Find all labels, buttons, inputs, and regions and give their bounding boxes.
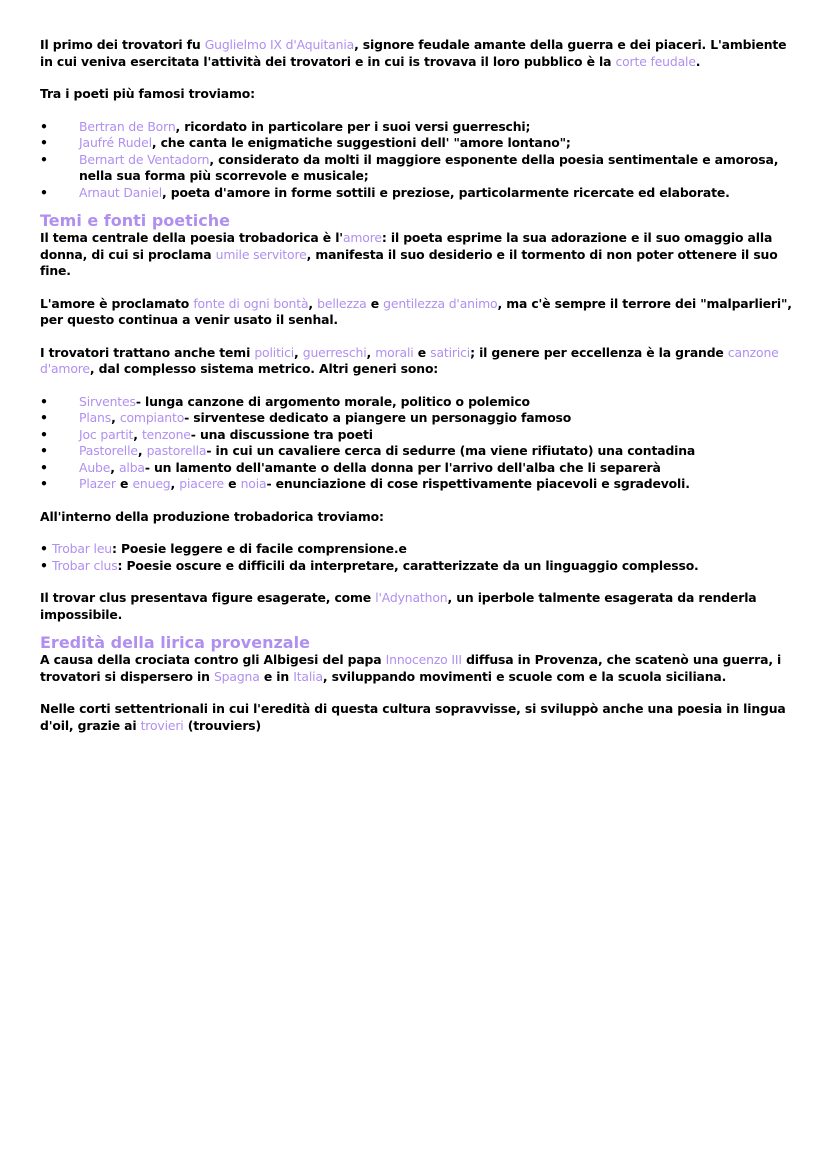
trobar-intro: All'interno della produzione trobadorica troviamo: bbox=[40, 508, 384, 524]
intro-paragraph: Il primo dei trovatori fu Guglielmo IX d'Aquitania, signore feudale amante della guerra e dei piaceri. L'ambiente in cui veniva esercitata l'attività dei trovatori e in cui is trovava il loro pubblico è la corte feudale. bbox=[40, 37, 787, 69]
list-item: • Bernart de Ventadorn, considerato da molti il maggiore esponente della poesia sentimentale e amorosa, nella sua forma più scorrevole e musicale; bbox=[40, 151, 779, 183]
list-item: • Pastorelle, pastorella- in cui un cavaliere cerca di sedurre (ma viene rifiutato) una contadina bbox=[40, 443, 696, 458]
section-heading-legacy: Eredità della lirica provenzale bbox=[40, 633, 310, 652]
list-item: • Aube, alba- un lamento dell'amante o della donna per l'arrivo dell'alba che li separerà bbox=[40, 459, 661, 475]
list-item: • Sirventes- lunga canzone di argomento morale, politico o polemico bbox=[40, 393, 530, 409]
themes-paragraph: Il tema centrale della poesia trobadorica è l'amore: il poeta esprime la sua adorazione e il suo omaggio alla donna, di cui si proclama umile servitore, manifesta il suo desiderio e il tormento di non poter ottenere il suo fine. bbox=[40, 230, 778, 278]
list-item: • Plans, compianto- sirventese dedicato a piangere un personaggio famoso bbox=[40, 410, 572, 425]
genres-intro: I trovatori trattano anche temi politici, guerreschi, morali e satirici; il genere per eccellenza è la grande canzone d'amore, dal complesso sistema metrico. Altri generi sono: bbox=[40, 344, 779, 376]
list-item: • Arnaut Daniel, poeta d'amore in forme sottili e preziose, particolarmente ricercate ed elaborate. bbox=[40, 184, 730, 200]
list-item: • Plazer e enueg, piacere e noia- enunciazione di cose rispettivamente piacevoli e sgradevoli. bbox=[40, 476, 690, 491]
list-item: • Jaufré Rudel, che canta le enigmatiche suggestioni dell' "amore lontano"; bbox=[40, 135, 571, 150]
document-content bbox=[40, 37, 792, 734]
poets-intro: Tra i poeti più famosi troviamo: bbox=[40, 86, 255, 101]
crusade-paragraph: A causa della crociata contro gli Albigesi del papa Innocenzo III diffusa in Provenza, che scatenò una guerra, i trovatori si dispersero in Spagna e in Italia, sviluppando movimenti e scuole com e la scuola siciliana. bbox=[40, 652, 782, 684]
list-item: • Joc partit, tenzone- una discussione tra poeti bbox=[40, 426, 373, 442]
list-item: • Bertran de Born, ricordato in particolare per i suoi versi guerreschi; bbox=[40, 118, 531, 134]
list-item: • Trobar leu: Poesie leggere e di facile comprensione.e bbox=[40, 541, 407, 556]
section-heading-themes: Temi e fonti poetiche bbox=[40, 211, 230, 230]
genres-list bbox=[40, 394, 792, 493]
list-item: • Trobar clus: Poesie oscure e difficili da interpretare, caratterizzate da un linguaggio complesso. bbox=[40, 557, 699, 573]
northern-courts-paragraph: Nelle corti settentrionali in cui l'eredità di questa cultura sopravvisse, si sviluppò anche una poesia in lingua d'oil, grazie ai trovieri (trouviers) bbox=[40, 701, 786, 733]
trobar-list bbox=[40, 541, 792, 574]
love-paragraph: L'amore è proclamato fonte di ogni bontà, bellezza e gentilezza d'animo, ma c'è sempre il terrore dei "malparlieri", per questo continua a venir usato il senhal. bbox=[40, 295, 792, 327]
poets-list bbox=[40, 119, 792, 202]
trovar-clus-paragraph: Il trovar clus presentava figure esagerate, come l'Adynathon, un iperbole talmente esagerata da renderla impossibile. bbox=[40, 590, 757, 622]
